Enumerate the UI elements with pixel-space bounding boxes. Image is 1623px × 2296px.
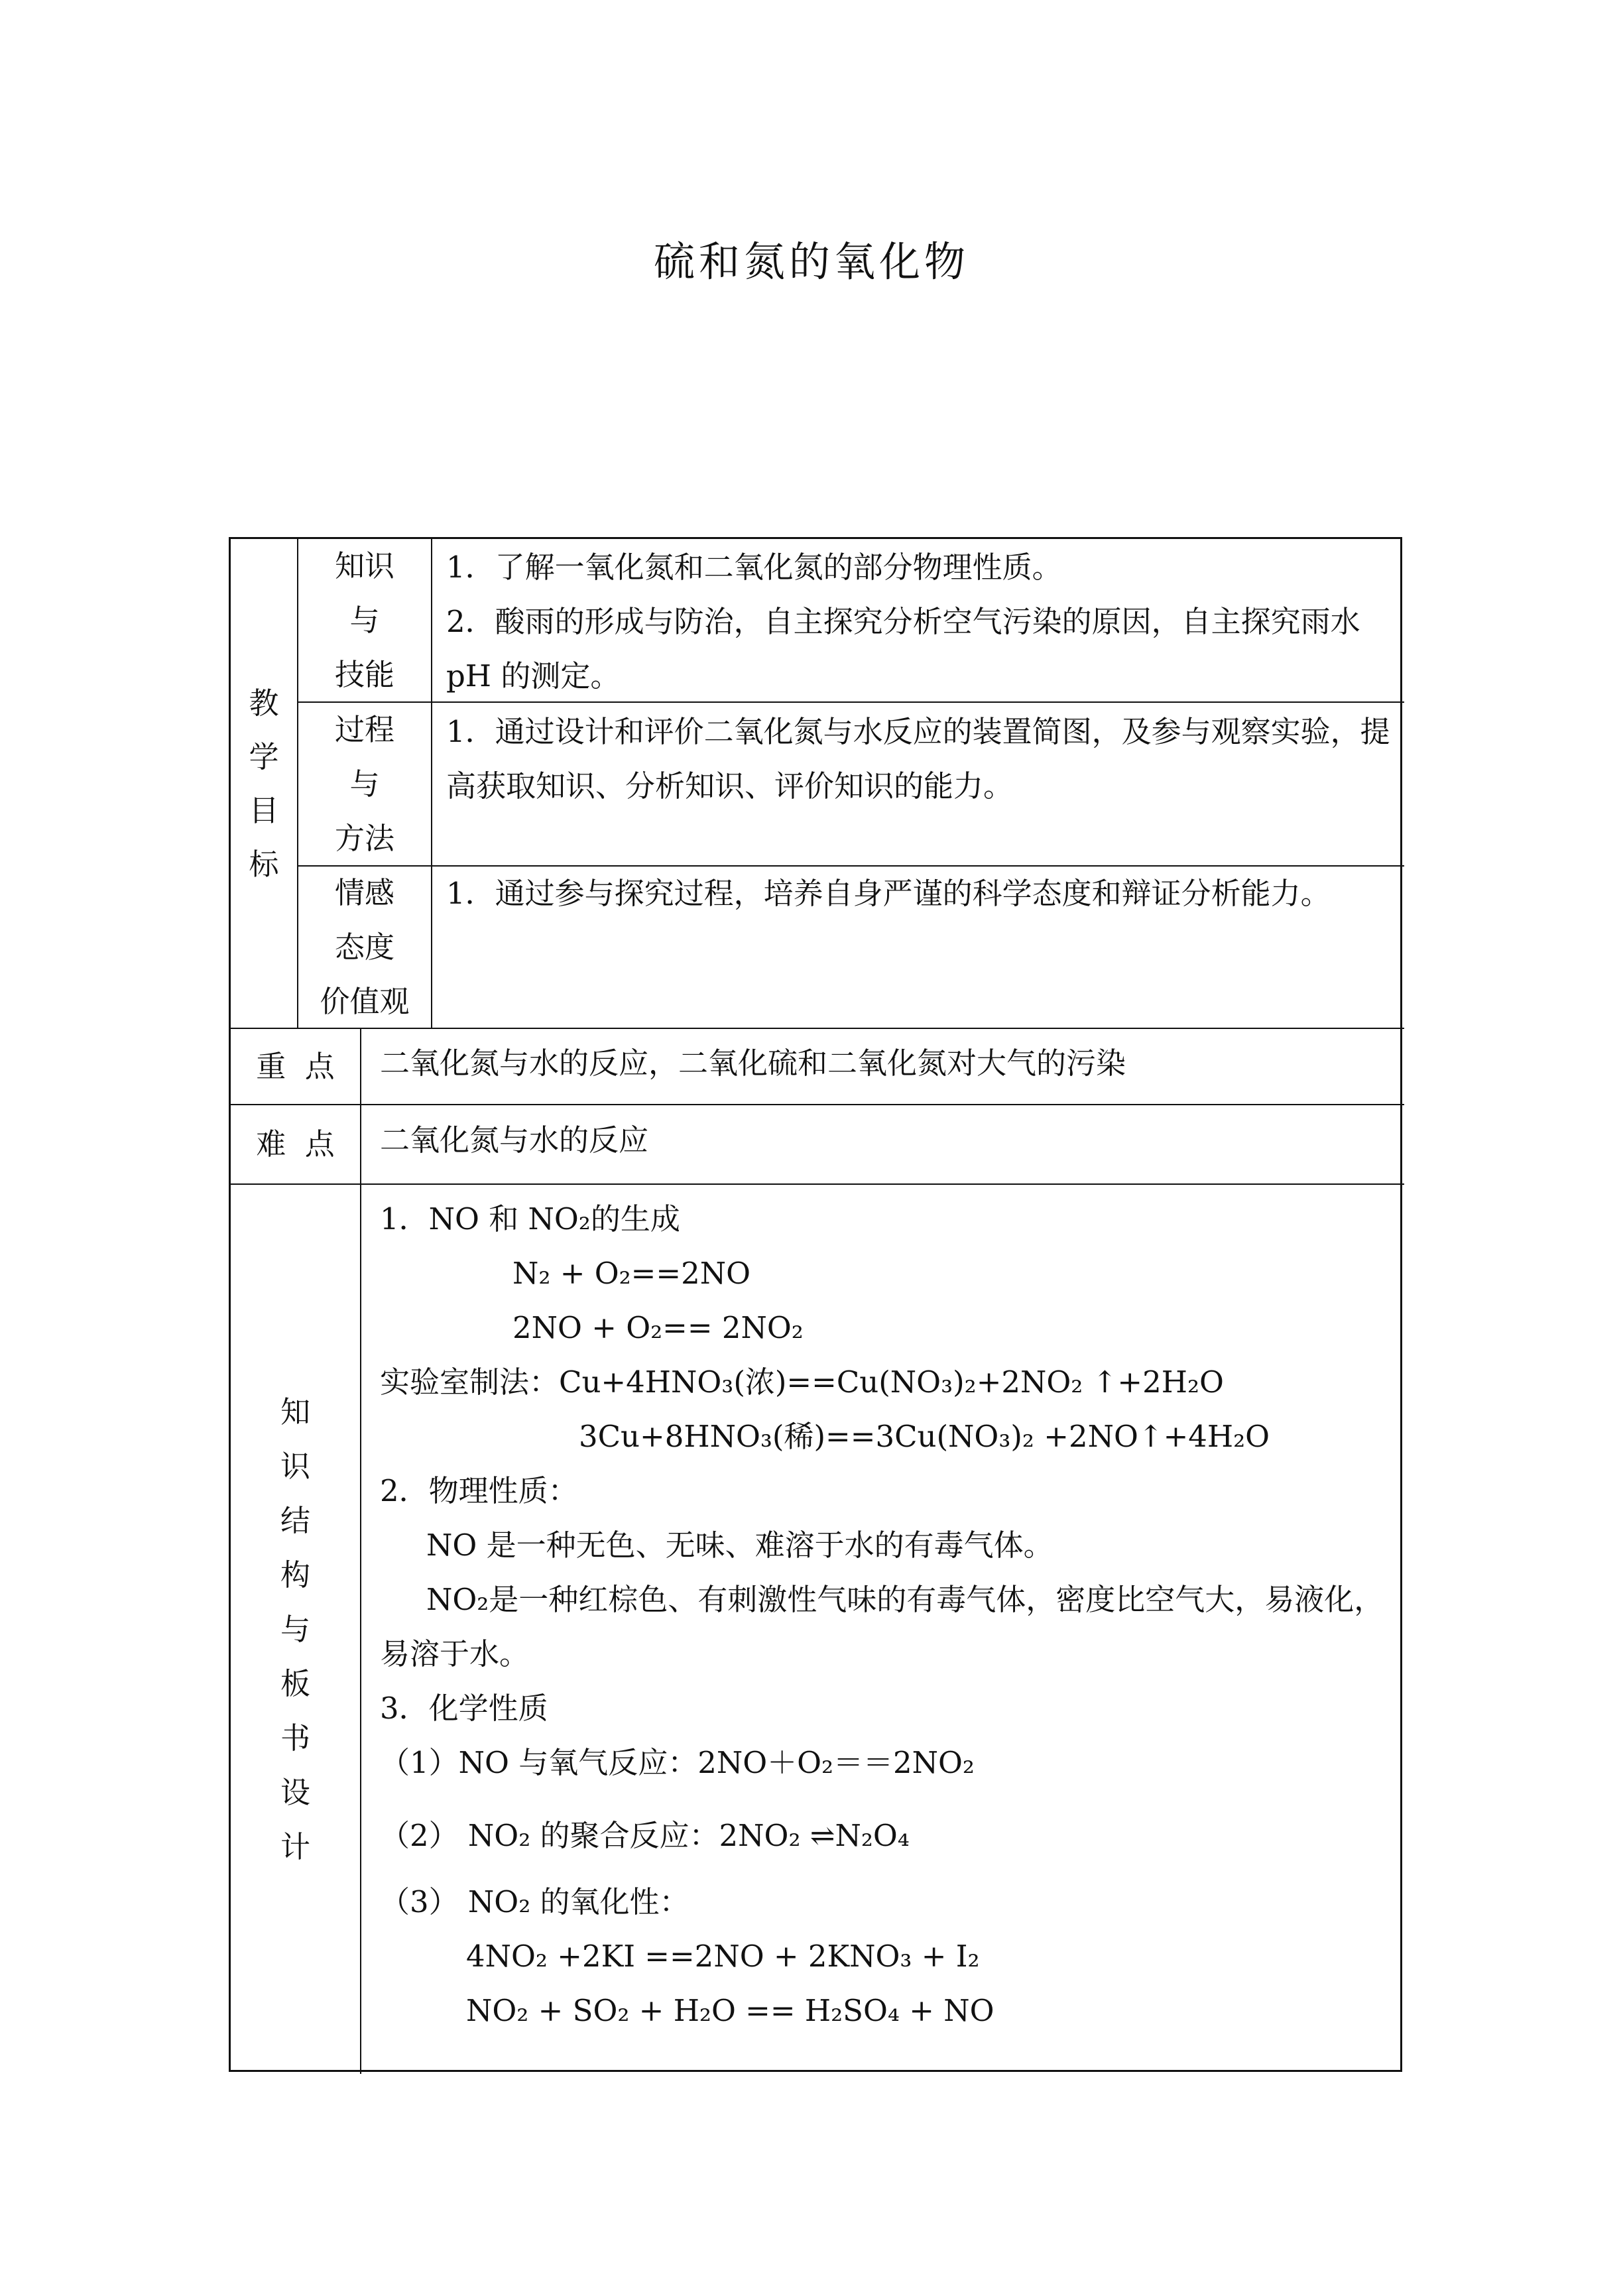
reaction-item: （1）NO 与氧气反应：2NO＋O₂＝＝2NO₂ <box>380 1745 975 1780</box>
structure-content <box>380 1192 1391 2038</box>
section-heading: 1．NO 和 NO₂的生成 <box>380 1201 680 1237</box>
difficulty-label: 难 点 <box>256 1126 335 1162</box>
label-line: 技能 <box>334 656 394 692</box>
objective-content-attitude <box>446 867 1391 921</box>
structure-label-char: 结 <box>280 1502 310 1538</box>
objective-label-knowledge <box>298 539 431 701</box>
label-line: 价值观 <box>320 983 410 1019</box>
lab-method <box>380 1355 1391 1410</box>
label-line: 与 <box>349 602 380 638</box>
objective-content-process <box>446 705 1391 814</box>
objectives-heading-char: 学 <box>249 739 279 774</box>
property-text: NO₂是一种红棕色、有刺激性气味的有毒气体，密度比空气大，易液化，易溶于水。 <box>380 1582 1384 1671</box>
label-line: 态度 <box>334 929 394 965</box>
label-line: 过程 <box>334 711 394 747</box>
reaction-item: （3） NO₂ 的氧化性： <box>380 1884 690 1919</box>
equation: 3Cu+8HNO₃(稀)==3Cu(NO₃)₂ +2NO↑+4H₂O <box>579 1419 1270 1454</box>
structure-label-char: 书 <box>280 1720 310 1756</box>
equation: NO₂ + SO₂ + H₂O == H₂SO₄ + NO <box>466 1993 994 2028</box>
page-title: 硫和氮的氧化物 <box>653 237 969 286</box>
lesson-plan-table <box>229 537 1402 2072</box>
label-line: 情感 <box>334 875 394 910</box>
structure-label-char: 设 <box>280 1774 310 1810</box>
objective-content-knowledge <box>446 540 1391 703</box>
objective-label-attitude <box>298 867 431 1028</box>
label-line: 知识 <box>334 548 394 583</box>
lab-label: 实验室制法： <box>380 1364 560 1400</box>
reaction-item: （2） NO₂ 的聚合反应：2NO₂ ⇌N₂O₄ <box>380 1818 910 1853</box>
structure-label-char: 板 <box>280 1665 310 1701</box>
equation: 4NO₂ +2KI ==2NO + 2KNO₃ + I₂ <box>466 1939 980 1974</box>
section-heading: 3．化学性质 <box>380 1691 548 1726</box>
objective-item: 1．了解一氧化氮和二氧化氮的部分物理性质。 <box>446 550 1062 585</box>
label-line: 与 <box>349 766 380 802</box>
objectives-heading-char: 教 <box>249 685 279 721</box>
difficulty-content: 二氧化氮与水的反应 <box>380 1122 649 1158</box>
objectives-heading-char: 目 <box>249 792 279 828</box>
key-point-content: 二氧化氮与水的反应，二氧化硫和二氧化氮对大气的污染 <box>380 1046 1126 1081</box>
objectives-heading-char: 标 <box>249 846 279 882</box>
structure-label-char: 知 <box>280 1394 310 1429</box>
objective-item: 1．通过设计和评价二氧化氮与水反应的装置简图，及参与观察实验，提高获取知识、分析知识、评价知识的能力。 <box>446 714 1390 804</box>
objective-item: 1．通过参与探究过程，培养自身严谨的科学态度和辩证分析能力。 <box>446 876 1331 911</box>
equation: 2NO + O₂== 2NO₂ <box>512 1310 804 1345</box>
objective-label-process <box>298 703 431 865</box>
label-line: 方法 <box>334 820 394 856</box>
structure-label-char: 计 <box>280 1829 310 1864</box>
objectives-heading <box>231 539 297 1028</box>
property-text: NO 是一种无色、无味、难溶于水的有毒气体。 <box>426 1528 1053 1563</box>
structure-label <box>231 1185 360 2074</box>
structure-label-char: 与 <box>280 1611 310 1647</box>
structure-label-char: 识 <box>280 1448 310 1484</box>
structure-label-char: 构 <box>280 1557 310 1593</box>
objective-item: 2．酸雨的形成与防治，自主探究分析空气污染的原因，自主探究雨水 pH 的测定。 <box>446 604 1360 694</box>
key-point-label: 重 点 <box>256 1048 335 1084</box>
equation: Cu+4HNO₃(浓)==Cu(NO₃)₂+2NO₂ ↑+2H₂O <box>559 1364 1224 1400</box>
equation: N₂ + O₂==2NO <box>512 1256 751 1291</box>
section-heading: 2．物理性质： <box>380 1473 578 1508</box>
